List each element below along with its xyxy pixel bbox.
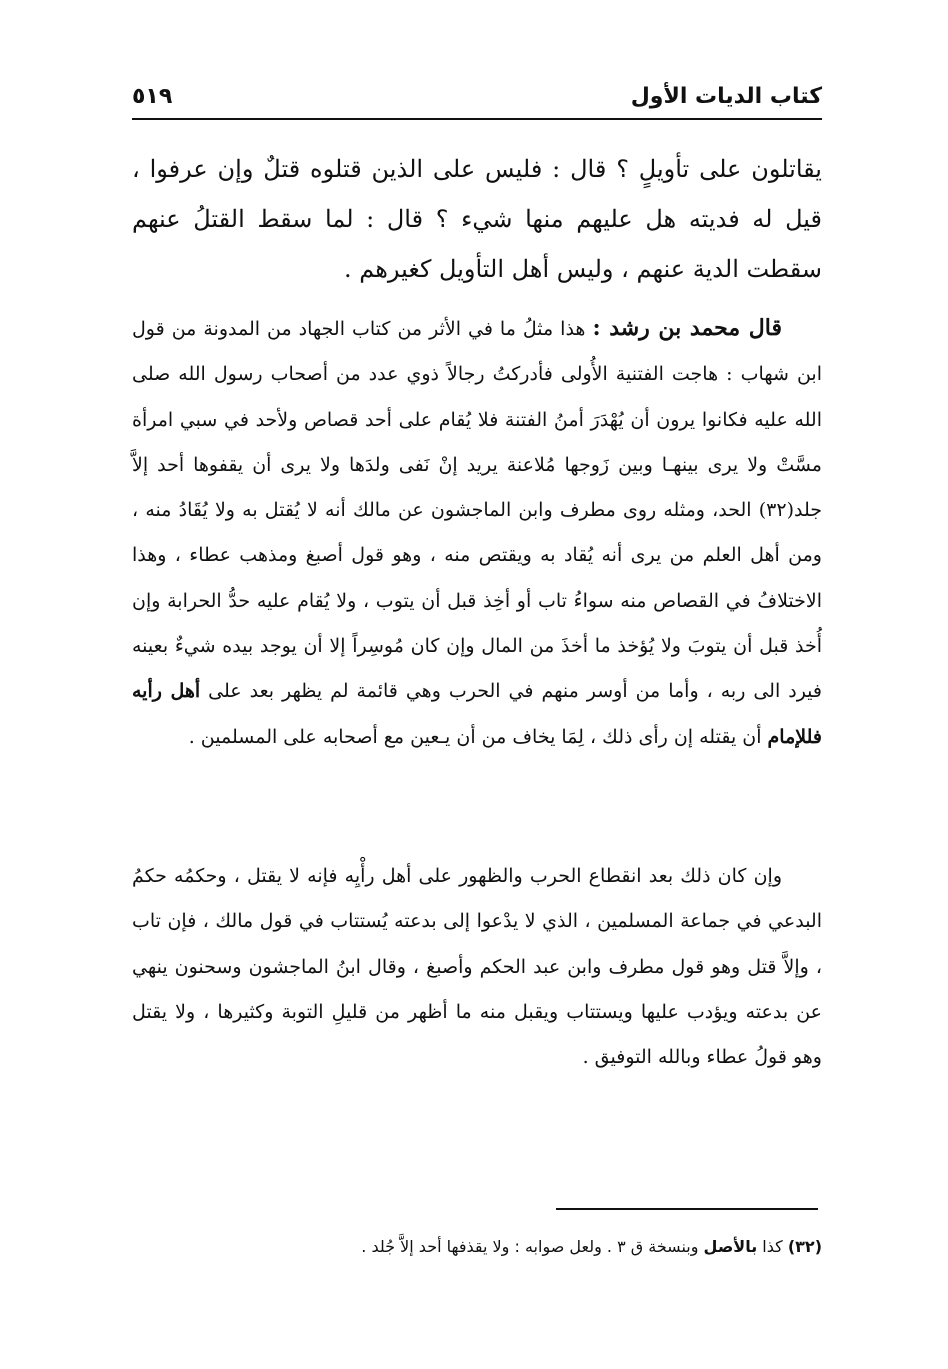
page-number: ٥١٩ <box>132 84 173 109</box>
page-header <box>132 80 822 116</box>
footnote-text-b: وبنسخة ق ٣ . ولعل صوابه : ولا يقذفها أحد إلاَّ جُلد . <box>361 1237 704 1256</box>
footnote <box>132 1232 822 1262</box>
running-title: كتاب الديات الأول <box>630 84 822 109</box>
footnote-rule <box>556 1208 818 1210</box>
paragraph-2-text: هذا مثلُ ما في الأثر من كتاب الجهاد من المدونة من قول ابن شهاب : هاجت الفتنية الأُولى فأدركتُ رجالاً ذوي عدد من أصحاب رسول الله صلى الله عليه فكانوا يرون أن يُهْدَرَ أمنُ الفتنة فلا يُقام على أحد قصاص ولأحد في سبي امرأة مسَّتْ ولا يرى بينهـا وبين زَوجها مُلاعنة يريد إنْ نَفى ولدَها ولا يرى أن يقفوها أحد إلاَّ جلد(٣٢) الحد، ومثله روى مطرف وابن الماجشون عن مالك أنه لا يُقتل به ولا يُقَادُ منه ، ومن أهل العلم من يرى أنه يُقاد به ويقتص منه ، وهو قول أصبغ ومذهب عطاء ، وهذا الاختلافُ في القصاص منه سواءُ تاب أو أخِذ قبل أن يتوب ، ولا يُقام عليه حدُّ الحرابة وإن أُخذ قبل أن يتوبَ ولا يُؤخذ ما أخذَ من المال وإن كان مُوسِراً إلا أن يوجد بيده شيءٌ بعينه فيرد الى ربه ، وأما من أوسر منهم في الحرب وهي قائمة لم يظهر بعد على <box>132 318 822 703</box>
footnote-bold-word: بالأصل <box>703 1237 758 1256</box>
paragraph-3: وإن كان ذلك بعد انقطاع الحرب والظهور على أهل رأْيِه فإنه لا يقتل ، وحكمُه حكمُ البدعي في جماعة المسلمين ، الذي لا يدْعوا إلى بدعته يُستتاب في قول مالك ، فإن تاب ، وإلاَّ قتل وهو قول مطرف وابن عبد الحكم وأصبغ ، وقال ابنُ الماجشون وسحنون ينهي عن بدعته ويؤدب عليها ويستتاب ويقبل منه ما أظهر من قليلِ التوبة وكثيرها ، ولا يقتل وهو قولُ عطاء وبالله التوفيق . <box>132 865 822 1069</box>
paragraph-2 <box>132 306 822 760</box>
paragraph-2-lead: قال محمد بن رشد : <box>592 315 782 341</box>
header-rule <box>132 118 822 120</box>
footnote-marker: (٣٢) <box>787 1237 822 1256</box>
paragraph-2-bold-phrase: أهل رأيه فللإمام <box>132 680 822 748</box>
paragraph-1: يقاتلون على تأويلٍ ؟ قال : فليس على الذين قتلوه قتلٌ وإن عرفوا ، قيل له فديته هل عليهم منها شيء ؟ قال : لما سقط القتلُ عنهم سقطت الدية عنهم ، وليس أهل التأويل كغيرهم . <box>132 155 822 283</box>
footnote-text-a: كذا <box>757 1237 788 1256</box>
paragraph-2-tail: أن يقتله إن رأى ذلك ، لِمَا يخاف من أن يـعين مع أصحابه على المسلمين . <box>188 725 768 748</box>
